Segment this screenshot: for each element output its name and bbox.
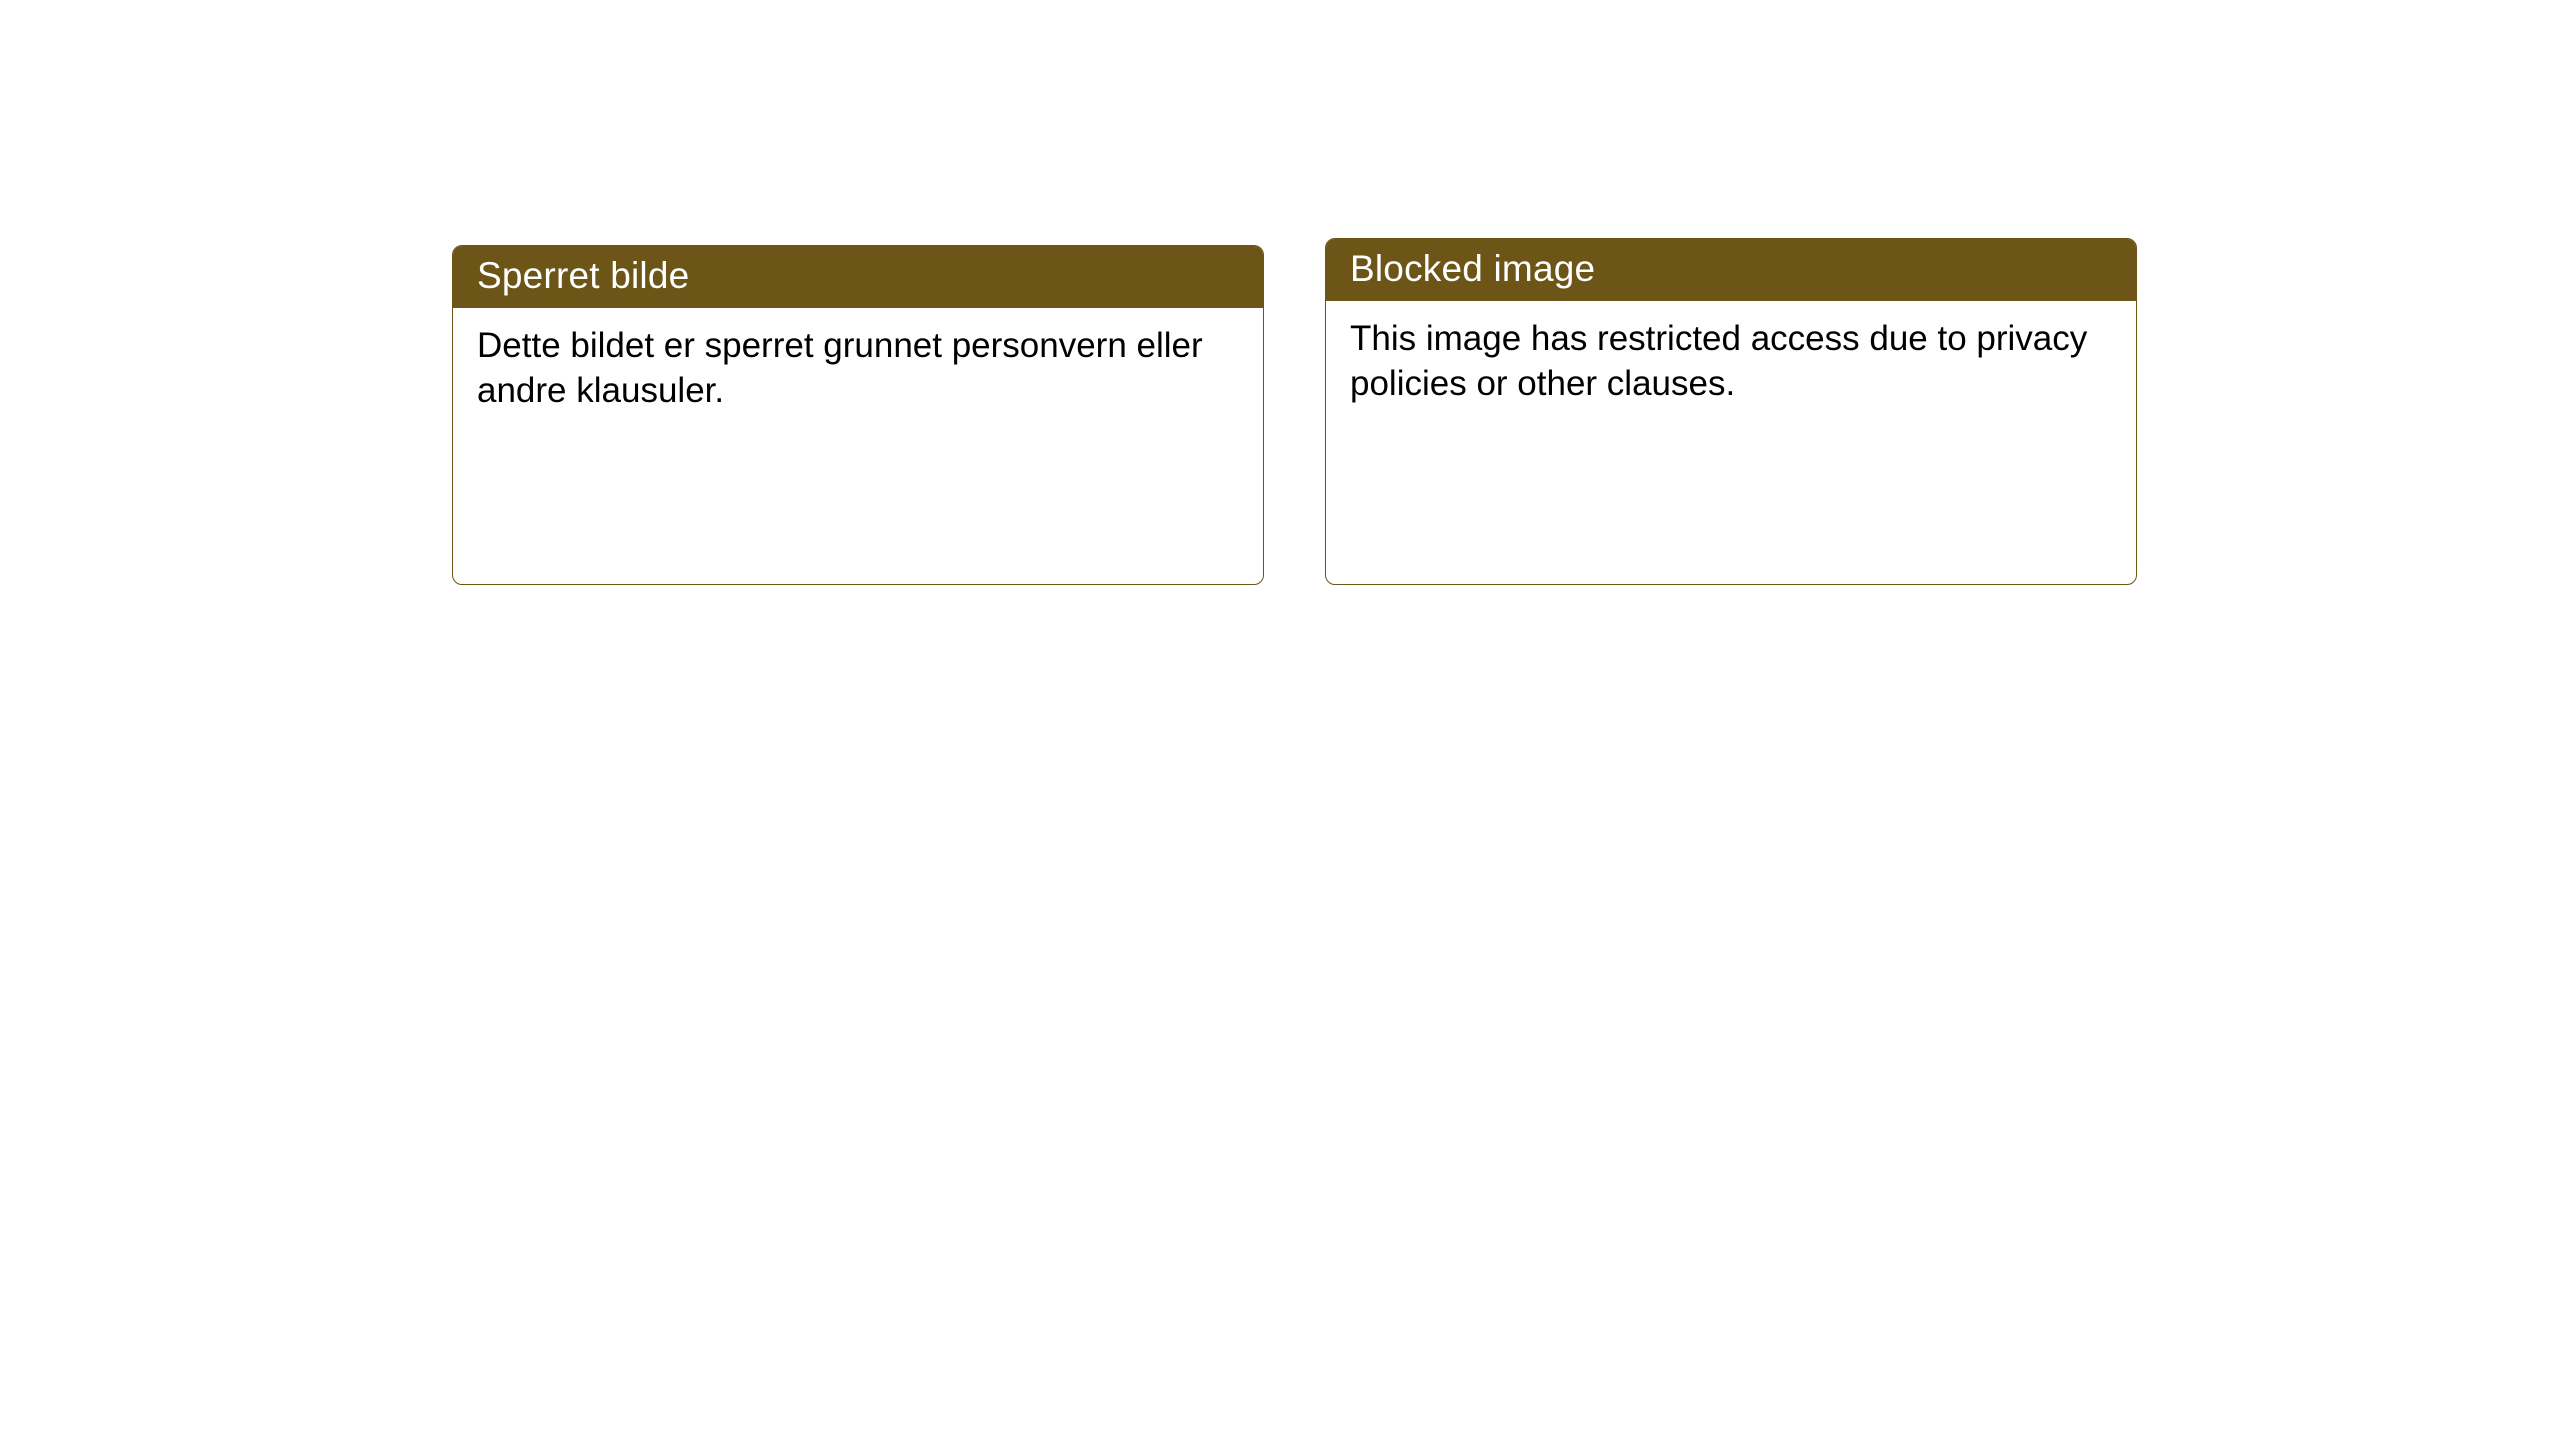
notice-title-no: Sperret bilde bbox=[453, 246, 1263, 308]
notice-message-en: This image has restricted access due to privacy policies or other clauses. bbox=[1350, 319, 2088, 404]
blocked-image-notice-no bbox=[452, 245, 1264, 585]
blocked-image-notice-en bbox=[1325, 238, 2137, 585]
notice-body-container-en bbox=[1326, 301, 2136, 407]
notice-title-en: Blocked image bbox=[1326, 239, 2136, 301]
notice-message-no: Dette bildet er sperret grunnet personvern eller andre klausuler. bbox=[477, 326, 1203, 411]
notice-body-container-no bbox=[453, 308, 1263, 414]
